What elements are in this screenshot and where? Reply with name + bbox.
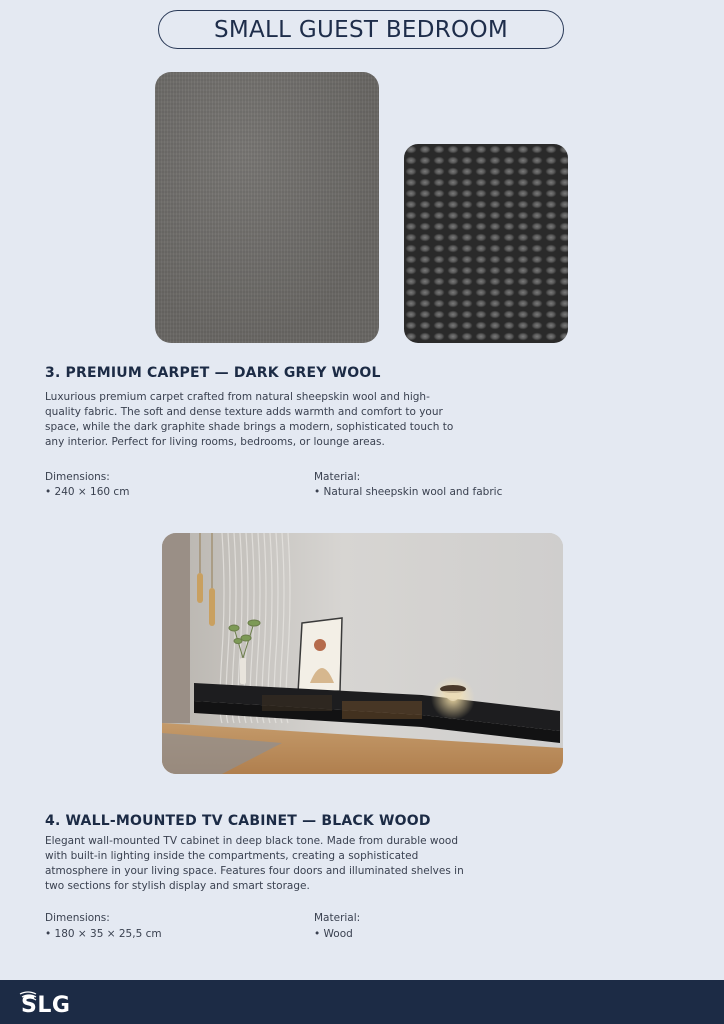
- product-description-tv-cabinet: Elegant wall-mounted TV cabinet in deep black tone. Made from durable wood with built-in lighting inside the compartments, creating a sophisticated atmosphere in your living space. Features four doors and illuminated shelves in two sections for stylish display and smart storage.: [45, 835, 464, 892]
- page-title: SMALL GUEST BEDROOM: [158, 10, 564, 49]
- dimensions-label: Dimensions:: [45, 471, 110, 483]
- product-heading-tv-cabinet: 4. WALL-MOUNTED TV CABINET — BLACK WOOD: [45, 813, 431, 829]
- material-label: Material:: [314, 471, 361, 483]
- material-value: • Natural sheepskin wool and fabric: [314, 486, 503, 498]
- footer-bar: [0, 980, 724, 1024]
- material-label: Material:: [314, 912, 361, 924]
- product-heading-carpet: 3. PREMIUM CARPET — DARK GREY WOOL: [45, 365, 381, 381]
- dimensions-label: Dimensions:: [45, 912, 110, 924]
- logo-text: SLG: [21, 993, 71, 1018]
- material-value: • Wood: [314, 928, 353, 940]
- product-description-carpet: Luxurious premium carpet crafted from natural sheepskin wool and high-quality fabric. The soft and dense texture adds warmth and comfort to your space, while the dark graphite shade brings a modern, sophisticated touch to any interior. Perfect for living rooms, bedrooms, or lounge areas.: [45, 391, 454, 448]
- tv-cabinet-photo: [162, 533, 563, 774]
- dimensions-value: • 240 × 160 cm: [45, 486, 130, 498]
- carpet-photo: [155, 72, 379, 343]
- dimensions-value: • 180 × 35 × 25,5 cm: [45, 928, 162, 940]
- carpet-texture-closeup: [404, 144, 568, 343]
